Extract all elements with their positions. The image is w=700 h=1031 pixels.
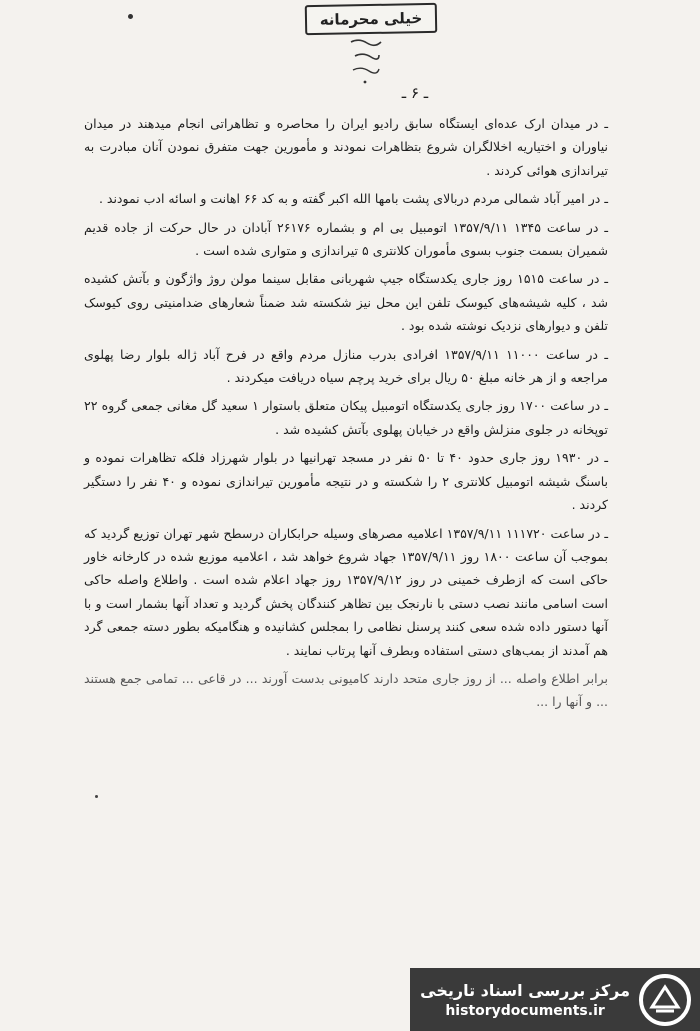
paragraph: ـ در ساعت ۱۱۱۷۲۰ ۱۳۵۷/۹/۱۱ اعلامیه مصرهای وسیله حرابکاران درسطح شهر تهران توزیع گردید که بموجب آن ساعت ۱۸۰۰ روز ۱۳۵۷/۹/۱۱ جهاد شروع خواهد شد ، اعلامیه موزیع شده در کارخانه خاور حاکی است که ازطرف خمینی در روز ۱۳۵۷/۹/۱۲ روز جهاد اعلام شده است . واطلاع واصله حاکی است اسامی مانند نصب دستی با نارنجک بین تظاهر کنندگان پخش گردید و تعداد آنها بشمار است و با آنها دستور داده شده سعی کنند پرسنل نظامی را بمجلس کشانیده و هنگامیکه بطور دسته جمعی گرد هم آمدند از بمب‌های دستی استفاده وبطرف آنها پرتاب نمایند . (84, 525, 609, 658)
stamp-text: خیلی محرمانه (319, 9, 423, 29)
document-body (84, 112, 608, 719)
paragraph: برابر اطلاع واصله ... از روز جاری متحد دارند کامیونی بدست آورند ... در قاعی ... تمامی جمع هستند ... و آنها را ... (84, 670, 608, 710)
archive-logo-icon (638, 973, 692, 1027)
margin-dot (95, 795, 98, 798)
paragraph: ـ در میدان ارک عده‌ای ایستگاه سابق رادیو ایران را محاصره و تظاهراتی انجام میدهند در میدان نیاوران و اختیاریه اخلالگران شروع بتظاهرات نمودند و مأمورین جهت متفرق نمودن آنان مبادرت به تیراندازی هوائی کردند . (84, 116, 608, 178)
classification-stamp (305, 3, 438, 35)
watermark-title: مرکز بررسی اسناد تاریخی (420, 980, 630, 1000)
paragraph: ـ در ۱۹۳۰ روز جاری حدود ۴۰ تا ۵۰ نفر در مسجد تهرانیها در بلوار شهرزاد فلکه تظاهرات نموده و باسنگ شیشه اتومبیل کلانتری ۲ را شکسته و در نتیجه مأمورین تیراندازی نموده و ۴۰ نفر را دستگیر کردند . (84, 450, 609, 513)
paragraph: ـ در ساعت ۱۳۴۵ ۱۳۵۷/۹/۱۱ اتومبیل بی ام و بشماره ۲۶۱۷۶ آبادان در حال حرکت از جاده قدیم شمیران بسمت جنوب بسوی مأموران کلانتری ۵ تیراندازی و متواری شده است . (84, 219, 609, 259)
watermark-logo (410, 968, 700, 1031)
paragraph: ـ در ساعت ۱۵۱۵ روز جاری یکدستگاه جیپ شهربانی مقابل سینما مولن روژ واژگون و بآتش کشیده شد ، کلیه شیشه‌های کیوسک تلفن این محل نیز شکسته شد ضمناً شعارهای ضدامنیتی روی کیوسک تلفن و دیوارهای نزدیک نوشته شده بود . (84, 271, 608, 334)
watermark-url: historydocuments.ir (445, 1002, 605, 1019)
handwritten-mark (345, 34, 385, 94)
ink-dot (128, 14, 133, 19)
paragraph: ـ در امیر آباد شمالی مردم دربالای پشت بامها الله اکبر گفته و به کد ۶۶ اهانت و اسائه ادب نمودند . (98, 191, 608, 207)
watermark-text (420, 980, 630, 1020)
page-number: ـ ۶ ـ (401, 84, 429, 102)
paragraph: ـ در ساعت ۱۷۰۰ روز جاری یکدستگاه اتومبیل پیکان متعلق باستوار ۱ سعید گل مغانی جمعی گروه ۲۲ توپخانه در جلوی منزلش واقع در خیابان پهلوی بآتش کشیده شد . (84, 398, 608, 437)
paragraph: ـ در ساعت ۱۱۰۰۰ ۱۳۵۷/۹/۱۱ افرادی بدرب منازل مردم واقع در فرح آباد ژاله بلوار رضا پهلوی مراجعه و از هر خانه مبلغ ۵۰ ریال برای خرید پرچم سیاه دریافت میکردند . (84, 346, 608, 386)
